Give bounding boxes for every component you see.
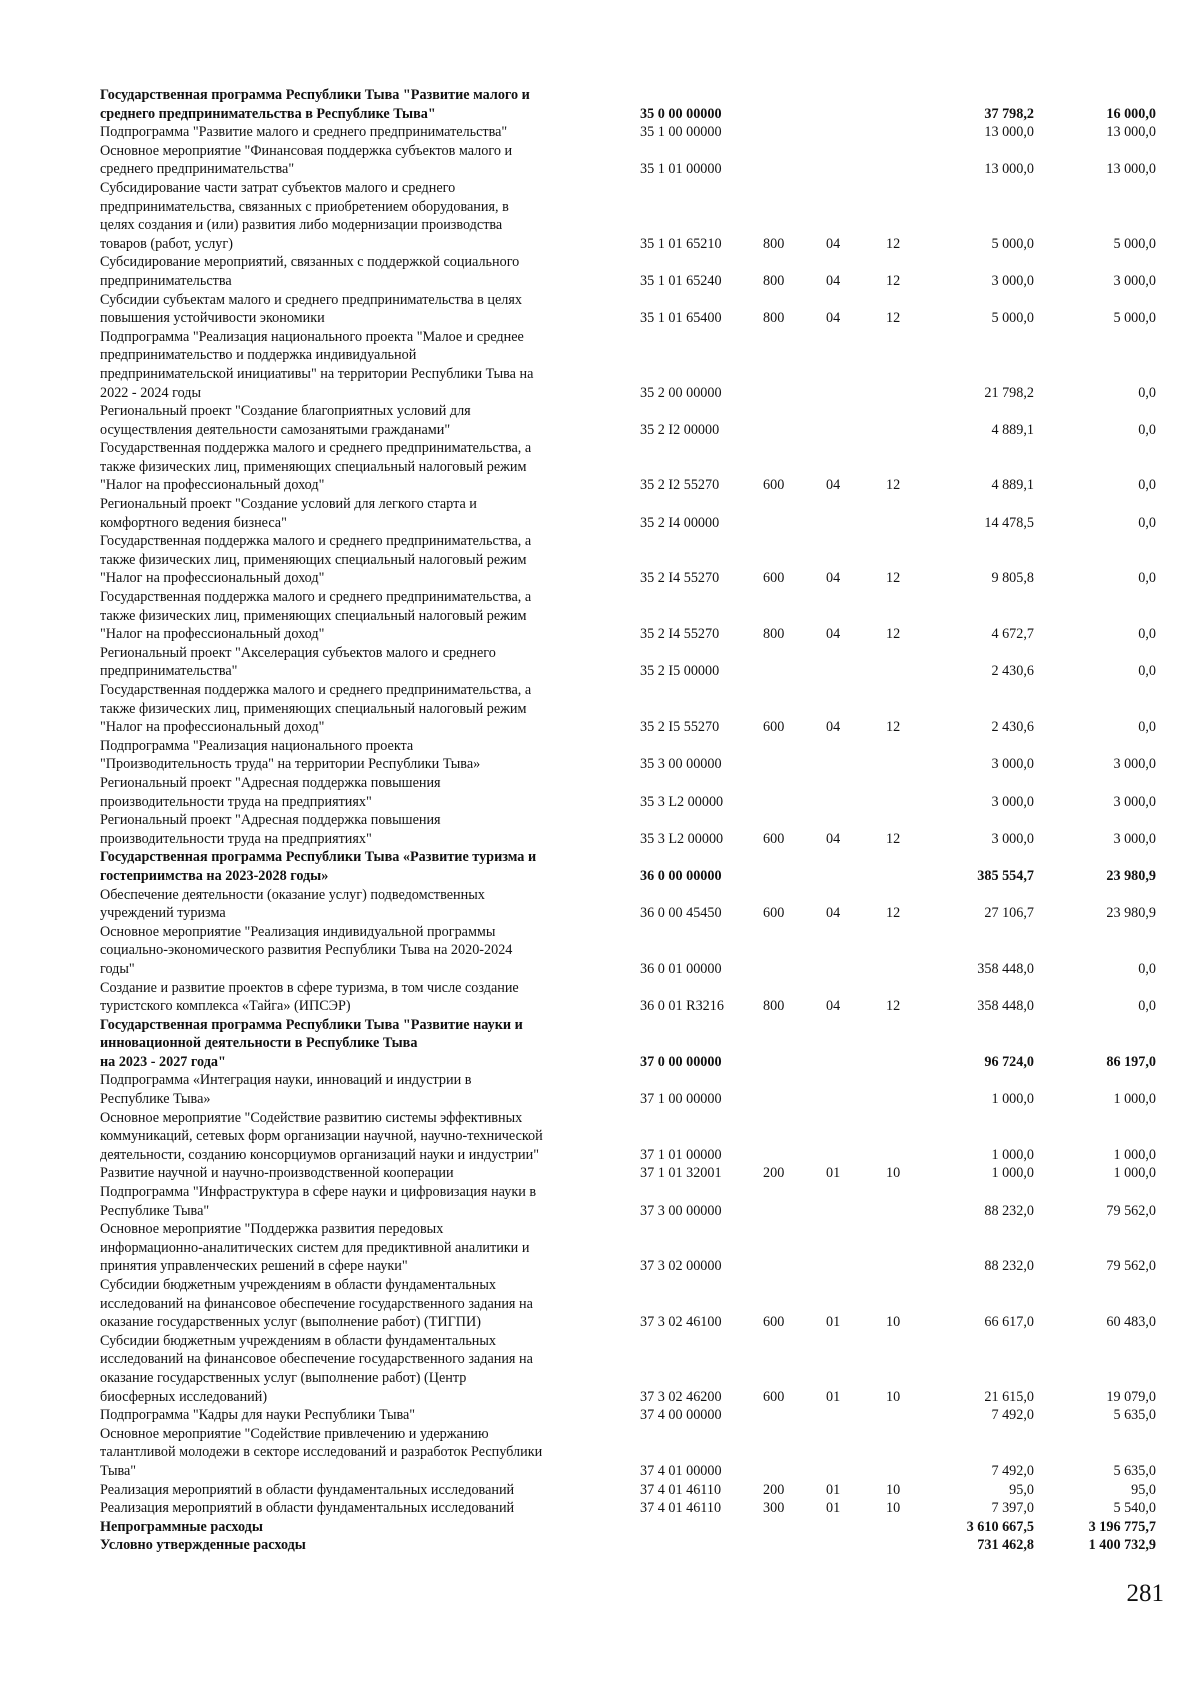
row-name: Подпрограмма "Кадры для науки Республики Тыва" [100,1407,416,1424]
row-expense-type: 600 [763,719,785,736]
row-sum-year-2: 13 000,0 [1106,161,1156,178]
row-sum-year-1: 9 805,8 [991,570,1034,587]
row-sum-year-1: 7 492,0 [991,1407,1034,1424]
row-sum-year-2: 19 079,0 [1106,1388,1156,1405]
table-row [0,737,1200,774]
row-expense-type: 600 [763,570,785,587]
row-sum-year-1: 37 798,2 [984,105,1034,122]
row-expense-type: 200 [763,1481,785,1498]
row-section: 04 [826,310,841,327]
row-sum-year-2: 0,0 [1138,626,1156,643]
row-name: Государственная поддержка малого и среднего предпринимательства, а также физических лиц, применяющих специальный налоговый режим "Налог на профессиональный доход" [100,682,532,736]
row-code: 35 2 I4 55270 [640,570,720,587]
row-sum-year-1: 3 000,0 [991,830,1034,847]
row-sum-year-2: 3 000,0 [1113,793,1156,810]
table-row [0,1536,1200,1555]
row-sum-year-1: 385 554,7 [977,867,1034,884]
budget-table [0,86,1200,1555]
row-name: Условно утвержденные расходы [100,1537,306,1554]
table-row [0,811,1200,848]
row-subsection: 10 [886,1165,901,1182]
row-name: Субсидирование части затрат субъектов малого и среднего предпринимательства, связанных с приобретением оборудования, в целях создания и (или) развития либо модернизации производства товаров (работ, услуг) [100,179,509,252]
row-code: 35 2 I2 00000 [640,421,720,438]
row-expense-type: 300 [763,1500,785,1517]
table-row [0,1481,1200,1500]
row-code: 37 1 01 00000 [640,1146,722,1163]
row-name: Государственная поддержка малого и среднего предпринимательства, а также физических лиц, применяющих специальный налоговый режим "Налог на профессиональный доход" [100,533,532,587]
row-name: Государственная поддержка малого и среднего предпринимательства, а также физических лиц, применяющих специальный налоговый режим "Налог на профессиональный доход" [100,440,532,494]
row-sum-year-1: 4 889,1 [991,477,1034,494]
table-row [0,402,1200,439]
row-code: 36 0 00 45450 [640,905,722,922]
row-sum-year-1: 731 462,8 [977,1537,1034,1554]
row-code: 37 1 00 00000 [640,1091,722,1108]
row-section: 01 [826,1165,841,1182]
table-row [0,328,1200,402]
row-sum-year-2: 13 000,0 [1106,124,1156,141]
row-section: 04 [826,830,841,847]
row-name: Подпрограмма «Интеграция науки, инноваций и индустрии в Республике Тыва» [100,1072,472,1108]
table-row [0,1425,1200,1481]
row-section: 04 [826,272,841,289]
row-section: 04 [826,235,841,252]
row-sum-year-2: 0,0 [1138,663,1156,680]
row-code: 35 2 I2 55270 [640,477,720,494]
row-sum-year-2: 1 000,0 [1113,1091,1156,1108]
row-subsection: 12 [886,998,901,1015]
row-name: Обеспечение деятельности (оказание услуг) подведомственных учреждений туризма [100,886,485,922]
table-row [0,253,1200,290]
table-row [0,1332,1200,1406]
row-sum-year-1: 5 000,0 [991,235,1034,252]
row-expense-type: 200 [763,1165,785,1182]
row-code: 37 3 02 46200 [640,1388,722,1405]
table-row [0,439,1200,495]
row-name: Государственная программа Республики Тыва "Развитие малого и среднего предпринимательства в Республике Тыва" [100,87,530,122]
row-code: 35 1 01 00000 [640,161,722,178]
row-sum-year-1: 21 798,2 [984,384,1034,401]
row-code: 37 0 00 00000 [640,1053,722,1070]
row-expense-type: 600 [763,830,785,847]
row-name: Основное мероприятие "Финансовая поддержка субъектов малого и среднего предпринимательства" [100,142,513,178]
row-sum-year-2: 3 000,0 [1113,830,1156,847]
row-sum-year-2: 5 635,0 [1113,1462,1156,1479]
row-code: 35 2 I4 00000 [640,514,720,531]
row-subsection: 12 [886,272,901,289]
row-expense-type: 600 [763,477,785,494]
row-code: 35 3 L2 00000 [640,830,724,847]
row-sum-year-1: 95,0 [1009,1481,1034,1498]
row-sum-year-2: 5 635,0 [1113,1407,1156,1424]
table-row [0,179,1200,253]
row-sum-year-1: 14 478,5 [984,514,1034,531]
row-sum-year-2: 79 562,0 [1106,1258,1156,1275]
row-code: 36 0 01 R3216 [640,998,724,1015]
row-name: Развитие научной и научно-производственной кооперации [100,1165,454,1182]
row-sum-year-1: 13 000,0 [984,124,1034,141]
row-sum-year-1: 358 448,0 [977,960,1034,977]
row-sum-year-1: 1 000,0 [991,1091,1034,1108]
row-sum-year-2: 0,0 [1138,384,1156,401]
row-subsection: 12 [886,905,901,922]
table-row [0,923,1200,979]
row-expense-type: 800 [763,310,785,327]
row-sum-year-2: 3 196 775,7 [1088,1518,1156,1535]
row-name: Государственная программа Республики Тыва «Развитие туризма и гостеприимства на 2023-2028 годы» [100,849,537,884]
row-section: 04 [826,477,841,494]
row-code: 35 2 I5 00000 [640,663,720,680]
row-name: Региональный проект "Акселерация субъектов малого и среднего предпринимательства" [100,644,496,680]
row-code: 35 2 I4 55270 [640,626,720,643]
row-subsection: 12 [886,570,901,587]
table-row [0,142,1200,179]
row-sum-year-2: 1 400 732,9 [1088,1537,1156,1554]
row-sum-year-1: 1 000,0 [991,1165,1034,1182]
table-row [0,1499,1200,1518]
row-name: Основное мероприятие "Поддержка развития передовых информационно-аналитических систем для предиктивной аналитики и принятия управленческих решений в сфере науки" [100,1221,530,1275]
row-name: Государственная поддержка малого и среднего предпринимательства, а также физических лиц, применяющих специальный налоговый режим "Налог на профессиональный доход" [100,589,532,643]
table-row [0,848,1200,885]
row-name: Подпрограмма "Инфраструктура в сфере науки и цифровизация науки в Республике Тыва" [100,1184,537,1219]
row-sum-year-2: 5 000,0 [1113,235,1156,252]
row-sum-year-1: 1 000,0 [991,1146,1034,1163]
table-row [0,532,1200,588]
row-name: Региональный проект "Адресная поддержка повышения производительности труда на предприятиях" [100,812,441,847]
row-name: Региональный проект "Создание благоприятных условий для осуществления деятельности самозанятыми гражданами" [100,403,471,438]
row-section: 04 [826,719,841,736]
row-code: 37 4 00 00000 [640,1407,722,1424]
row-sum-year-1: 4 672,7 [991,626,1034,643]
row-name: Основное мероприятие "Содействие развитию системы эффективных коммуникаций, сетевых форм организации научной, научно-технической деятельности, созданию консорциумов организаций науки и индустрии" [100,1109,543,1163]
row-sum-year-2: 60 483,0 [1106,1314,1156,1331]
row-sum-year-1: 21 615,0 [984,1388,1034,1405]
row-name: Подпрограмма "Реализация национального проекта "Малое и среднее предпринимательство и поддержка индивидуальной предпринимательской инициативы" на территории Республики Тыва на 2022 - 2024 годы [100,328,534,401]
row-expense-type: 800 [763,272,785,289]
row-sum-year-2: 1 000,0 [1113,1165,1156,1182]
row-expense-type: 600 [763,1314,785,1331]
row-sum-year-2: 0,0 [1138,477,1156,494]
row-sum-year-1: 5 000,0 [991,310,1034,327]
table-row [0,86,1200,123]
row-subsection: 12 [886,235,901,252]
row-sum-year-1: 4 889,1 [991,421,1034,438]
row-sum-year-2: 3 000,0 [1113,756,1156,773]
row-name: Субсидирование мероприятий, связанных с поддержкой социального предпринимательства [100,254,520,289]
row-sum-year-1: 358 448,0 [977,998,1034,1015]
row-name: Подпрограмма "Развитие малого и среднего предпринимательства" [100,124,508,141]
row-code: 35 1 01 65210 [640,235,722,252]
row-sum-year-2: 16 000,0 [1106,105,1156,122]
row-subsection: 12 [886,719,901,736]
row-section: 01 [826,1314,841,1331]
table-row [0,1164,1200,1183]
row-name: Региональный проект "Адресная поддержка повышения производительности труда на предприятиях" [100,774,441,810]
row-name: Реализация мероприятий в области фундаментальных исследований [100,1481,515,1498]
row-code: 37 3 00 00000 [640,1202,722,1219]
table-row [0,1518,1200,1537]
row-name: Непрограммные расходы [100,1518,263,1535]
row-section: 04 [826,998,841,1015]
page-number: 281 [1126,1580,1164,1607]
row-code: 37 3 02 46100 [640,1314,722,1331]
row-sum-year-1: 3 000,0 [991,793,1034,810]
row-code: 37 1 01 32001 [640,1165,722,1182]
row-sum-year-2: 0,0 [1138,960,1156,977]
row-subsection: 12 [886,626,901,643]
row-subsection: 10 [886,1481,901,1498]
table-row [0,1109,1200,1165]
row-expense-type: 600 [763,1388,785,1405]
table-row [0,979,1200,1016]
row-subsection: 12 [886,477,901,494]
row-section: 04 [826,626,841,643]
row-name: Основное мероприятие "Содействие привлечению и удержанию талантливой молодежи в секторе исследований и разработок Республики Тыва" [100,1425,543,1479]
row-name: Создание и развитие проектов в сфере туризма, в том числе создание туристского комплекса «Тайга» (ИПСЭР) [100,979,519,1015]
row-sum-year-1: 88 232,0 [984,1202,1034,1219]
row-sum-year-2: 0,0 [1138,421,1156,438]
table-row [0,495,1200,532]
table-row [0,1276,1200,1332]
table-row [0,1406,1200,1425]
row-sum-year-1: 27 106,7 [984,905,1034,922]
row-code: 36 0 01 00000 [640,960,722,977]
row-code: 35 3 L2 00000 [640,793,724,810]
table-row [0,1016,1200,1072]
row-expense-type: 600 [763,905,785,922]
table-row [0,1183,1200,1220]
row-sum-year-2: 86 197,0 [1106,1053,1156,1070]
row-name: Государственная программа Республики Тыва "Развитие науки и инновационной деятельности в Республике Тыва на 2023 - 2027 года" [100,1016,523,1070]
table-row [0,886,1200,923]
row-name: Подпрограмма "Реализация национального проекта "Производительность труда" на территории Республики Тыва» [100,737,481,773]
row-sum-year-2: 1 000,0 [1113,1146,1156,1163]
row-subsection: 10 [886,1500,901,1517]
table-row [0,1220,1200,1276]
row-code: 35 1 01 65400 [640,310,722,327]
table-row [0,291,1200,328]
row-name: Субсидии бюджетным учреждениям в области фундаментальных исследований на финансовое обеспечение государственного задания на оказание государственных услуг (выполнение работ) (Центр биосферных исследований) [100,1332,533,1405]
row-subsection: 12 [886,310,901,327]
row-sum-year-1: 13 000,0 [984,161,1034,178]
row-name: Реализация мероприятий в области фундаментальных исследований [100,1500,515,1517]
row-sum-year-2: 95,0 [1131,1481,1156,1498]
row-code: 37 4 01 46110 [640,1481,722,1498]
row-sum-year-2: 0,0 [1138,570,1156,587]
row-code: 35 1 00 00000 [640,124,722,141]
row-sum-year-1: 3 000,0 [991,756,1034,773]
row-subsection: 10 [886,1388,901,1405]
row-name: Региональный проект "Создание условий для легкого старта и комфортного ведения бизнеса" [100,496,477,531]
row-sum-year-2: 3 000,0 [1113,272,1156,289]
row-sum-year-1: 3 610 667,5 [966,1518,1034,1535]
row-sum-year-1: 7 397,0 [991,1500,1034,1517]
row-sum-year-1: 88 232,0 [984,1258,1034,1275]
row-name: Субсидии бюджетным учреждениям в области фундаментальных исследований на финансовое обеспечение государственного задания на оказание государственных услуг (выполнение работ) (ТИГПИ) [100,1277,533,1331]
row-subsection: 10 [886,1314,901,1331]
row-section: 04 [826,905,841,922]
row-sum-year-1: 66 617,0 [984,1314,1034,1331]
row-code: 37 4 01 46110 [640,1500,722,1517]
row-expense-type: 800 [763,235,785,252]
row-sum-year-1: 2 430,6 [991,663,1034,680]
row-sum-year-1: 3 000,0 [991,272,1034,289]
row-code: 35 2 I5 55270 [640,719,720,736]
row-name: Субсидии субъектам малого и среднего предпринимательства в целях повышения устойчивости экономики [100,291,522,327]
row-code: 35 3 00 00000 [640,756,722,773]
row-code: 35 0 00 00000 [640,105,722,122]
row-section: 01 [826,1500,841,1517]
row-sum-year-2: 5 540,0 [1113,1500,1156,1517]
table-row [0,681,1200,737]
row-section: 01 [826,1481,841,1498]
row-expense-type: 800 [763,626,785,643]
row-section: 01 [826,1388,841,1405]
row-sum-year-2: 79 562,0 [1106,1202,1156,1219]
row-subsection: 12 [886,830,901,847]
row-sum-year-2: 23 980,9 [1106,905,1156,922]
row-code: 36 0 00 00000 [640,867,722,884]
row-code: 35 2 00 00000 [640,384,722,401]
table-row [0,1071,1200,1108]
table-row [0,644,1200,681]
row-sum-year-1: 7 492,0 [991,1462,1034,1479]
row-sum-year-2: 5 000,0 [1113,310,1156,327]
row-sum-year-1: 2 430,6 [991,719,1034,736]
row-code: 37 3 02 00000 [640,1258,722,1275]
table-row [0,588,1200,644]
table-row [0,123,1200,142]
row-sum-year-2: 0,0 [1138,719,1156,736]
row-expense-type: 800 [763,998,785,1015]
row-sum-year-2: 0,0 [1138,514,1156,531]
row-code: 37 4 01 00000 [640,1462,722,1479]
row-name: Основное мероприятие "Реализация индивидуальной программы социально-экономического развития Республики Тыва на 2020-2024 годы" [100,923,513,977]
row-section: 04 [826,570,841,587]
row-code: 35 1 01 65240 [640,272,722,289]
row-sum-year-1: 96 724,0 [984,1053,1034,1070]
row-sum-year-2: 23 980,9 [1106,867,1156,884]
row-sum-year-2: 0,0 [1138,998,1156,1015]
table-row [0,774,1200,811]
